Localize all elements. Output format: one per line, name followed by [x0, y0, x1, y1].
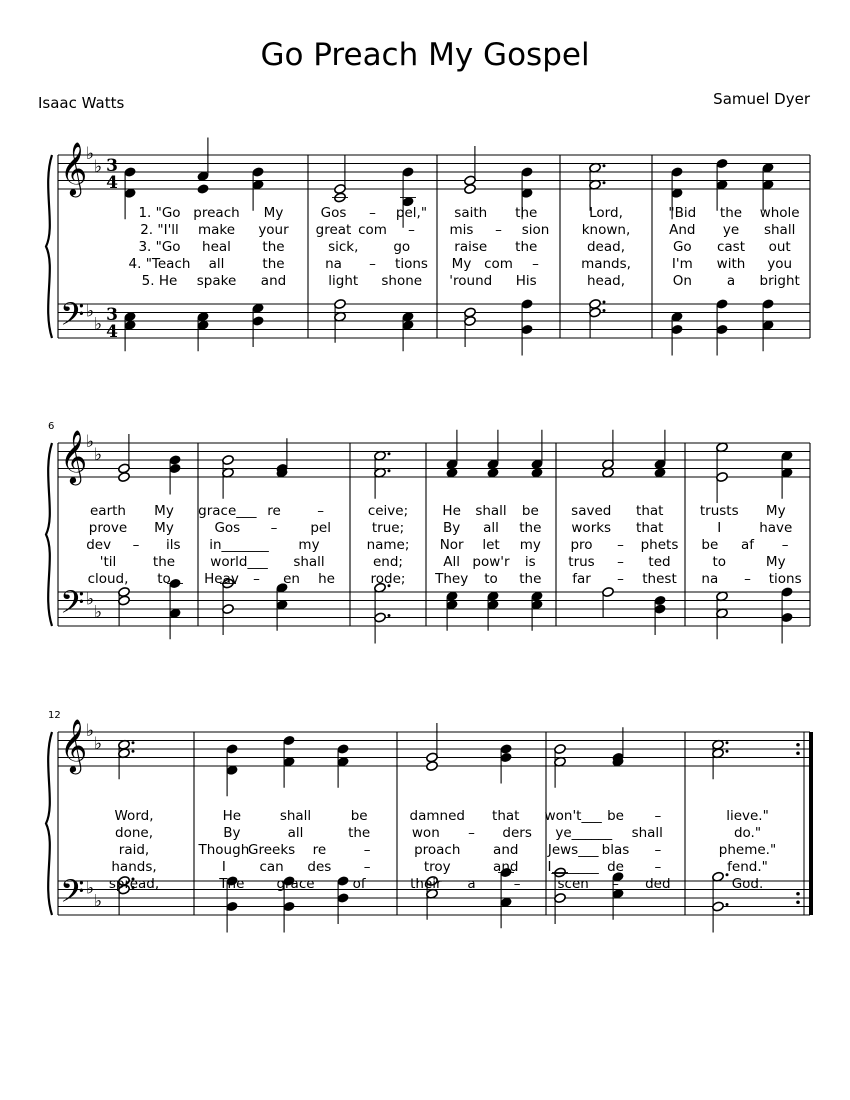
- dot: [603, 309, 606, 312]
- lyric-syllable: tions: [395, 256, 428, 272]
- lyric-syllable: I'm: [671, 256, 693, 272]
- lyric-syllable: 5. He: [141, 273, 178, 289]
- lyric-syllable: with: [716, 256, 746, 272]
- lyric-syllable: trus: [568, 554, 595, 570]
- lyric-syllable: na: [701, 571, 719, 587]
- lyric-syllable: Nor: [439, 537, 464, 553]
- bass-clef-icon: 𝄢: [60, 873, 85, 917]
- lyric-syllable: Heav: [204, 571, 239, 587]
- lyricist-credit: Isaac Watts: [38, 94, 125, 112]
- lyric-syllable: the: [519, 520, 542, 536]
- lyric-syllable: –: [132, 537, 140, 553]
- lyric-syllable: The: [219, 876, 245, 892]
- lyric-syllable: lieve.": [726, 808, 769, 824]
- lyric-syllable: the: [515, 205, 538, 221]
- lyric-syllable: pel: [310, 520, 331, 536]
- lyric-syllable: On: [672, 273, 692, 289]
- flat-accidental-icon: ♭: [86, 878, 95, 899]
- lyric-syllable: ils: [166, 537, 181, 553]
- lyric-syllable: shall: [293, 554, 325, 570]
- treble-clef-icon: 𝄞: [60, 718, 88, 772]
- lyric-syllable: heal: [202, 239, 231, 255]
- lyric-syllable: com: [358, 222, 387, 238]
- lyric-syllable: do.": [733, 825, 762, 841]
- lyric-syllable: world___: [210, 554, 268, 570]
- dot: [388, 469, 391, 472]
- lyric-syllable: Word,: [114, 808, 154, 824]
- flat-accidental-icon: ♭: [94, 156, 103, 177]
- time-signature-top: 3: [106, 156, 118, 176]
- lyric-syllable: let: [482, 537, 500, 553]
- lyric-syllable: –: [781, 537, 789, 553]
- lyric-syllable: troy: [423, 859, 451, 875]
- lyric-syllable: –: [744, 571, 751, 587]
- dot: [132, 750, 135, 753]
- lyric-syllable: dev: [86, 537, 112, 553]
- lyric-syllable: "Bid: [668, 205, 697, 221]
- dot: [388, 614, 391, 617]
- lyric-syllable: Though: [198, 842, 250, 858]
- lyric-syllable: pow'r: [472, 554, 510, 570]
- score-system: [46, 421, 810, 644]
- final-barline: [809, 732, 813, 915]
- lyric-syllable: that: [492, 808, 520, 824]
- lyric-syllable: true;: [371, 520, 405, 536]
- measure-number: 12: [48, 710, 61, 721]
- lyric-syllable: My: [154, 503, 174, 519]
- lyric-syllable: –: [495, 222, 502, 238]
- lyric-syllable: ded: [645, 876, 671, 892]
- lyric-syllable: shall: [279, 808, 312, 824]
- lyric-syllable: great: [315, 222, 352, 238]
- flat-accidental-icon: ♭: [86, 721, 95, 741]
- lyric-syllable: ceive;: [367, 503, 409, 519]
- lyric-syllable: shall: [763, 222, 796, 238]
- note-head: [197, 184, 210, 195]
- lyric-syllable: the: [348, 825, 371, 841]
- composer-credit: Samuel Dyer: [713, 90, 810, 108]
- lyric-syllable: the: [515, 239, 538, 255]
- lyric-syllable: done,: [115, 825, 153, 841]
- lyric-syllable: shall: [475, 503, 507, 519]
- lyric-syllable: the: [519, 571, 542, 587]
- score-system: [46, 710, 813, 933]
- measure-number: 6: [48, 421, 55, 432]
- lyric-syllable: Gos: [320, 205, 347, 221]
- song-title: Go Preach My Gospel: [260, 37, 590, 73]
- lyric-syllable: My: [154, 520, 174, 536]
- lyric-syllable: scen: [557, 876, 589, 892]
- lyric-syllable: he: [318, 571, 335, 587]
- lyric-syllable: known,: [581, 222, 631, 238]
- lyric-syllable: 1. "Go: [138, 205, 181, 221]
- lyric-syllable: won't___: [544, 808, 602, 824]
- lyric-syllable: their: [410, 876, 442, 892]
- lyric-syllable: and: [493, 859, 519, 875]
- lyric-syllable: earth: [90, 503, 126, 519]
- lyric-syllable: –: [654, 842, 662, 858]
- lyric-syllable: grace___: [198, 503, 257, 519]
- lyric-syllable: spake: [196, 273, 237, 289]
- lyric-syllable: –: [253, 571, 260, 587]
- flat-accidental-icon: ♭: [94, 314, 103, 335]
- lyric-syllable: is: [524, 554, 536, 570]
- lyric-syllable: God.: [731, 876, 764, 892]
- lyric-syllable: 4. "Teach: [128, 256, 191, 272]
- lyric-syllable: saved: [571, 503, 612, 519]
- repeat-dot: [796, 751, 800, 755]
- lyric-syllable: My: [263, 205, 284, 221]
- lyric-syllable: –: [408, 222, 415, 238]
- lyric-syllable: raid,: [118, 842, 150, 858]
- score-systems: [46, 138, 813, 933]
- lyric-syllable: All: [443, 554, 461, 570]
- lyric-syllable: end;: [373, 554, 403, 570]
- lyric-syllable: a: [726, 273, 736, 289]
- flat-accidental-icon: ♭: [86, 589, 95, 610]
- lyric-syllable: my: [298, 537, 320, 553]
- dot: [603, 164, 606, 167]
- dot: [388, 452, 391, 455]
- note-head: [426, 761, 439, 772]
- lyric-syllable: your: [258, 222, 289, 238]
- lyric-syllable: hands,: [111, 859, 157, 875]
- flat-accidental-icon: ♭: [94, 602, 103, 623]
- lyric-syllable: –: [654, 808, 662, 824]
- lyric-syllable: –: [363, 842, 371, 858]
- lyric-syllable: to: [157, 571, 171, 587]
- lyric-syllable: the: [262, 256, 285, 272]
- flat-accidental-icon: ♭: [94, 444, 103, 465]
- lyric-syllable: trusts: [699, 503, 739, 519]
- lyric-syllable: 2. "I'll: [140, 222, 179, 238]
- repeat-dot: [796, 900, 800, 904]
- lyric-syllable: a: [467, 876, 476, 892]
- time-signature-bottom: 4: [106, 322, 118, 342]
- lyric-syllable: my: [519, 537, 541, 553]
- dot: [603, 181, 606, 184]
- flat-accidental-icon: ♭: [86, 301, 95, 322]
- lyric-syllable: –: [369, 205, 376, 221]
- repeat-dot: [796, 743, 800, 747]
- lyric-syllable: all: [287, 825, 304, 841]
- lyric-syllable: all: [483, 520, 499, 536]
- repeat-dot: [796, 892, 800, 896]
- lyric-syllable: des: [307, 859, 332, 875]
- lyric-syllable: mis: [449, 222, 474, 238]
- lyric-syllable: –: [363, 859, 371, 875]
- lyric-syllable: 3. "Go: [138, 239, 181, 255]
- lyric-syllable: all: [208, 256, 225, 272]
- lyric-syllable: –: [513, 876, 521, 892]
- lyric-syllable: name;: [366, 537, 410, 553]
- lyric-syllable: Jews___: [547, 842, 599, 858]
- system-brace: [46, 443, 52, 626]
- dot: [132, 741, 135, 744]
- lyric-syllable: damned: [409, 808, 465, 824]
- lyric-syllable: –: [369, 256, 376, 272]
- lyric-syllable: be: [350, 808, 368, 824]
- lyric-syllable: re: [312, 842, 327, 858]
- time-signature-bottom: 4: [106, 173, 118, 193]
- lyric-syllable: tions: [768, 571, 802, 587]
- lyric-syllable: rode;: [370, 571, 406, 587]
- lyric-syllable: shall: [631, 825, 663, 841]
- lyric-syllable: and: [260, 273, 287, 289]
- treble-clef-icon: 𝄞: [60, 141, 88, 195]
- lyric-syllable: shone: [381, 273, 423, 289]
- lyric-syllable: of: [352, 876, 366, 892]
- lyric-syllable: thest: [642, 571, 677, 587]
- lyric-syllable: whole: [759, 205, 800, 221]
- flat-accidental-icon: ♭: [86, 432, 95, 452]
- system-brace: [46, 155, 52, 338]
- lyric-syllable: en: [283, 571, 300, 587]
- lyric-syllable: –: [617, 537, 624, 553]
- lyric-syllable: ted: [648, 554, 671, 570]
- time-signature-top: 3: [106, 305, 118, 325]
- lyric-syllable: won: [411, 825, 440, 841]
- lyric-syllable: sion: [521, 222, 550, 238]
- lyric-syllable: na: [325, 256, 342, 272]
- score-system: [46, 138, 810, 356]
- lyric-syllable: By: [443, 520, 461, 536]
- lyric-syllable: 'round: [449, 273, 493, 289]
- lyric-syllable: I: [717, 520, 722, 536]
- lyric-syllable: –: [468, 825, 475, 841]
- note-head: [464, 184, 477, 195]
- lyric-syllable: saith: [454, 205, 488, 221]
- lyric-syllable: af: [740, 537, 755, 553]
- lyric-syllable: bright: [759, 273, 800, 289]
- lyric-syllable: blas: [601, 842, 630, 858]
- lyric-syllable: –: [617, 571, 624, 587]
- dot: [726, 750, 729, 753]
- lyric-syllable: Go: [672, 239, 692, 255]
- lyric-syllable: be: [521, 503, 539, 519]
- lyric-syllable: pheme.": [718, 842, 777, 858]
- lyric-syllable: My: [765, 554, 786, 570]
- dot: [603, 301, 606, 304]
- lyric-syllable: 'til: [99, 554, 117, 570]
- lyric-syllable: And: [669, 222, 696, 238]
- note-head: [118, 472, 131, 483]
- flat-accidental-icon: ♭: [86, 144, 95, 164]
- lyric-syllable: –: [654, 859, 662, 875]
- lyric-syllable: be: [701, 537, 719, 553]
- system-brace: [46, 732, 52, 915]
- lyric-syllable: head,: [587, 273, 625, 289]
- flat-accidental-icon: ♭: [94, 891, 103, 912]
- lyric-syllable: com: [484, 256, 513, 272]
- lyric-syllable: proach: [414, 842, 461, 858]
- lyric-syllable: out: [768, 239, 791, 255]
- lyric-syllable: make: [197, 222, 236, 238]
- lyric-syllable: ye: [722, 222, 740, 238]
- lyric-syllable: I_______: [547, 859, 599, 875]
- lyric-syllable: be: [607, 808, 624, 824]
- lyric-syllable: the: [152, 554, 176, 570]
- lyric-syllable: the: [719, 205, 743, 221]
- lyric-syllable: ders: [502, 825, 532, 841]
- lyric-syllable: and: [493, 842, 519, 858]
- lyric-syllable: fend.": [727, 859, 768, 875]
- lyric-syllable: raise: [454, 239, 488, 255]
- lyric-syllable: spread,: [108, 876, 160, 892]
- lyric-syllable: He: [222, 808, 242, 824]
- lyric-syllable: –: [270, 520, 278, 536]
- lyric-syllable: to: [484, 571, 498, 587]
- lyric-syllable: can: [259, 859, 284, 875]
- lyric-syllable: in_______: [209, 537, 269, 553]
- treble-clef-icon: 𝄞: [60, 429, 88, 483]
- lyric-syllable: Gos: [214, 520, 241, 536]
- lyric-syllable: works: [571, 520, 612, 536]
- lyric-syllable: Greeks: [248, 842, 296, 858]
- lyric-syllable: phets: [640, 537, 679, 553]
- lyric-syllable: dead,: [586, 239, 626, 255]
- lyric-syllable: Lord,: [589, 205, 623, 221]
- lyric-syllable: the: [262, 239, 285, 255]
- dot: [726, 903, 729, 906]
- lyric-syllable: –: [612, 876, 619, 892]
- lyric-syllable: By: [223, 825, 241, 841]
- lyric-syllable: far: [572, 571, 591, 587]
- lyric-syllable: sick,: [328, 239, 359, 255]
- bass-clef-icon: 𝄢: [60, 296, 85, 340]
- lyric-syllable: My: [451, 256, 472, 272]
- lyric-syllable: They: [435, 571, 469, 587]
- lyric-syllable: go: [393, 239, 411, 255]
- dot: [726, 741, 729, 744]
- lyric-syllable: –: [532, 256, 539, 272]
- lyric-syllable: that: [636, 503, 664, 519]
- lyric-syllable: cast: [716, 239, 746, 255]
- lyric-syllable: pro: [570, 537, 593, 553]
- lyric-syllable: mands,: [581, 256, 631, 272]
- lyric-syllable: re: [267, 503, 281, 519]
- lyric-syllable: –: [317, 503, 325, 519]
- bass-clef-icon: 𝄢: [60, 584, 85, 628]
- lyric-syllable: ye______: [555, 825, 613, 841]
- lyric-syllable: that: [636, 520, 664, 536]
- lyric-syllable: prove: [88, 520, 128, 536]
- lyric-syllable: –: [617, 554, 624, 570]
- lyric-syllable: you: [767, 256, 793, 272]
- lyric-syllable: grace: [276, 876, 315, 892]
- lyric-syllable: de: [607, 859, 624, 875]
- lyric-syllable: cloud,: [87, 571, 129, 587]
- lyric-syllable: His: [515, 273, 537, 289]
- lyric-syllable: have: [759, 520, 793, 536]
- lyric-syllable: light: [328, 273, 359, 289]
- lyric-syllable: to: [712, 554, 727, 570]
- lyric-syllable: My: [765, 503, 786, 519]
- lyric-syllable: I: [221, 859, 226, 875]
- lyric-syllable: He: [442, 503, 461, 519]
- lyric-syllable: pel,": [395, 205, 428, 221]
- flat-accidental-icon: ♭: [94, 733, 103, 754]
- lyric-syllable: preach: [193, 205, 240, 221]
